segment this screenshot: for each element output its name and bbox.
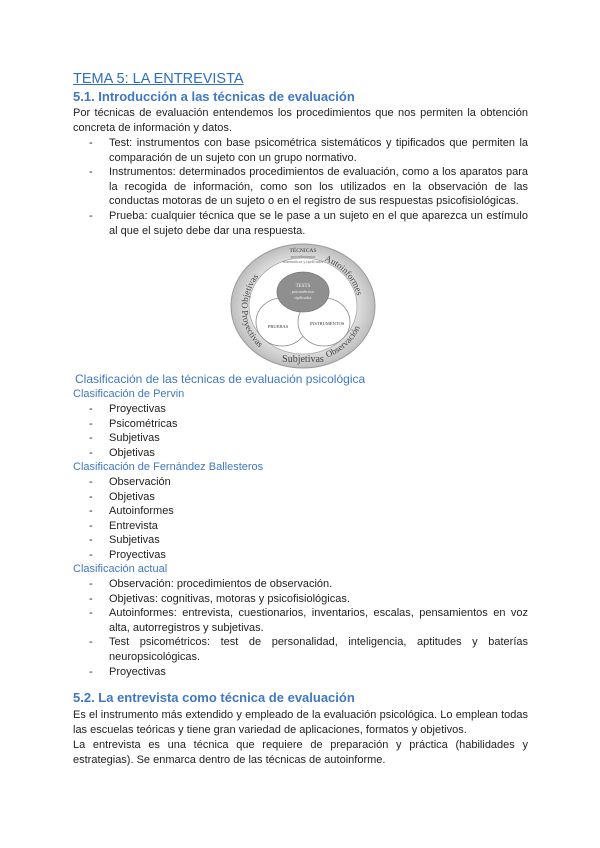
interview-paragraph-1: Es el instrumento más extendido y empleado de la evaluación psicológica. Lo emplean todas las escuelas teóricas y tiene gran variedad de aplicaciones, formatos y objetivos. bbox=[73, 709, 528, 736]
fb-label: Clasificación de Fernández Ballesteros bbox=[73, 461, 264, 473]
pervin-label: Clasificación de Pervin bbox=[73, 388, 185, 400]
list-item: - Entrevista bbox=[89, 519, 158, 532]
center-label-1: TESTS bbox=[295, 284, 311, 289]
center-label-2: psicométricos bbox=[291, 289, 315, 294]
instrumentos-label: INSTRUMENTOS bbox=[309, 321, 345, 326]
list-item: - Objetivas: cognitivas, motoras y psicofisiológicas. bbox=[89, 592, 350, 605]
list-item: - Prueba: cualquier técnica que se le pase a un sujeto en el que aparezca un estímulo al que el sujeto debe dar una respuesta. bbox=[89, 209, 528, 237]
pervin-list bbox=[73, 402, 528, 460]
list-item: - Objetivas bbox=[89, 446, 155, 459]
techniques-diagram bbox=[228, 240, 378, 370]
ring-label-proyectivas: Proyectivas bbox=[239, 309, 266, 350]
techniques-list bbox=[73, 136, 528, 238]
top-title: TÉCNICAS bbox=[289, 248, 317, 254]
list-item: - Proyectivas bbox=[89, 665, 166, 678]
center-label-3: tipificados bbox=[294, 295, 312, 300]
list-item: - Test psicométricos: test de personalidad, inteligencia, aptitudes y baterías neuropsicológicas. bbox=[89, 636, 528, 663]
top-sub1: procedimientos bbox=[290, 254, 316, 259]
list-item: - Psicométricas bbox=[89, 417, 178, 430]
list-item: - Subjetivas bbox=[89, 534, 160, 547]
ring-label-observacion: Observación bbox=[324, 323, 362, 360]
ring-label-autoinformes: Autoinformes bbox=[323, 253, 365, 297]
list-item: - Test: instrumentos con base psicométrica sistemáticos y tipificados que permiten la comparación de un sujeto con un grupo normativo. bbox=[89, 137, 528, 164]
list-item: - Observación bbox=[89, 476, 171, 488]
interview-paragraph-2: La entrevista es una técnica que requiere de preparación y práctica (habilidades y estrategias). Se enmarca dentro de las técnicas de autoinforme. bbox=[73, 739, 528, 766]
classification-heading: Clasificación de las técnicas de evaluación psicológica bbox=[75, 372, 366, 386]
list-item: - Observación: procedimientos de observación. bbox=[89, 578, 333, 590]
pruebas-label: PRUEBAS bbox=[267, 324, 289, 329]
section-heading-5-2: 5.2. La entrevista como técnica de evaluación bbox=[73, 690, 355, 705]
list-item: - Proyectivas bbox=[89, 548, 166, 561]
list-item: - Proyectivas bbox=[89, 403, 166, 415]
list-item: - Instrumentos: determinados procedimientos de evaluación, como a los aparatos para la recogida de información, como son los utilizados en la observación de las conductas motoras de un sujeto o en el registro de sus respuestas psicofisiológicas. bbox=[89, 166, 528, 208]
actual-label: Clasificación actual bbox=[73, 563, 168, 575]
top-sub2: sistemáticos y tipificados bbox=[282, 259, 324, 264]
list-item: - Autoinformes: entrevista, cuestionarios, inventarios, escalas, pensamientos en voz alta, autorregistros y subjetivas. bbox=[89, 607, 528, 634]
intro-paragraph: Por técnicas de evaluación entendemos los procedimientos que nos permiten la obtención concreta de información y datos. bbox=[73, 107, 528, 134]
list-item: - Autoinformes bbox=[89, 505, 174, 518]
ring-label-objetivas: Objetivas bbox=[239, 271, 261, 309]
actual-list bbox=[73, 577, 528, 679]
fb-list bbox=[73, 475, 528, 563]
page-title: TEMA 5: LA ENTREVISTA bbox=[73, 71, 244, 87]
list-item: - Objetivas bbox=[89, 490, 155, 503]
ring-label-subjetivas: Subjetivas bbox=[282, 354, 324, 365]
section-heading-5-1: 5.1. Introducción a las técnicas de evaluación bbox=[73, 89, 355, 104]
list-item: - Subjetivas bbox=[89, 432, 160, 445]
